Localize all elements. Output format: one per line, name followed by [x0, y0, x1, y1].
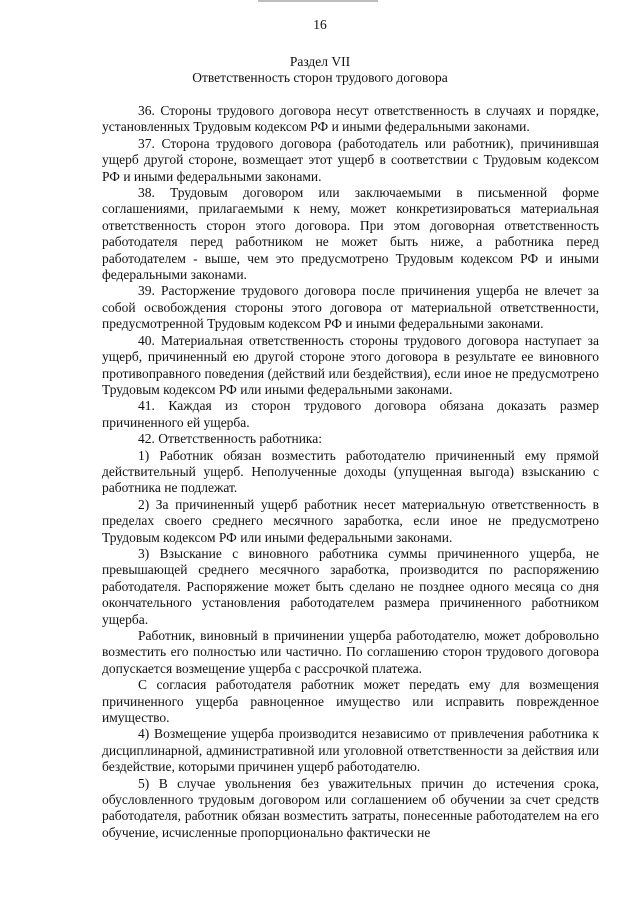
- scan-edge-mark: [258, 0, 378, 2]
- paragraph-39: 39. Расторжение трудового договора после причинения ущерба не влечет за собой освобождения стороны этого договора от материальной ответственности, предусмотренной Трудовым кодексом РФ и иными федеральными законами.: [102, 283, 599, 332]
- paragraph-42-item-2: 2) За причиненный ущерб работник несет материальную ответственность в пределах своего среднего месячного заработка, если иное не предусмотрено Трудовым кодексом РФ или иными федеральными законами.: [102, 496, 599, 545]
- paragraph-37: 37. Сторона трудового договора (работодатель или работник), причинившая ущерб другой стороне, возмещает этот ущерб в соответствии с Трудовым кодексом РФ и иными федеральными законами.: [102, 135, 599, 184]
- section-subtitle: Ответственность сторон трудового договора: [192, 70, 448, 85]
- paragraph-42: 42. Ответственность работника:: [138, 431, 323, 447]
- section-title: Раздел VII: [289, 54, 351, 69]
- paragraph-42-item-5: 5) В случае увольнения без уважительных причин до истечения срока, обусловленного трудовым договором или соглашением об обучении за счет средств работодателя, работник обязан возместить затраты, понесенные работодателем на его обучение, исчисленные пропорционально фактически не: [102, 775, 599, 840]
- paragraph-voluntary-compensation: Работник, виновный в причинении ущерба работодателю, может добровольно возместить его полностью или частично. По соглашению сторон трудового договора допускается возмещение ущерба с рассрочкой платежа.: [102, 628, 599, 676]
- document-body: [102, 103, 599, 841]
- paragraph-41: 41. Каждая из сторон трудового договора обязана доказать размер причиненного ей ущерба.: [102, 398, 599, 430]
- paragraph-property-transfer: С согласия работодателя работник может передать ему для возмещения причиненного ущерба равноценное имущество или исправить поврежденное имущество.: [102, 677, 599, 726]
- paragraph-42-item-1: 1) Работник обязан возместить работодателю причиненный ему прямой действительный ущерб. Неполученные доходы (упущенная выгода) взысканию с работника не подлежат.: [102, 447, 599, 496]
- paragraph-36: 36. Стороны трудового договора несут ответственность в случаях и порядке, установленных Трудовым кодексом РФ и иными федеральными законами.: [102, 103, 599, 135]
- paragraph-42-item-3: 3) Взыскание с виновного работника суммы причиненного ущерба, не превышающей среднего месячного заработка, производится по распоряжению работодателя. Распоряжение может быть сделано не позднее одного месяца со дня окончательного установления работодателем размера причиненного работником ущерба.: [102, 545, 599, 627]
- paragraph-42-item-4: 4) Возмещение ущерба производится независимо от привлечения работника к дисциплинарной, административной или уголовной ответственности за действия или бездействие, которыми причинен ущерб работодателю.: [102, 726, 599, 775]
- paragraph-40: 40. Материальная ответственность стороны трудового договора наступает за ущерб, причиненный ею другой стороне этого договора в результате ее виновного противоправного поведения (действий или бездействия), если иное не предусмотрено Трудовым кодексом РФ или иными федеральными законами.: [102, 332, 599, 397]
- paragraph-38: 38. Трудовым договором или заключаемыми в письменной форме соглашениями, прилагаемыми к нему, может конкретизироваться материальная ответственность сторон этого договора. При этом договорная ответственность работодателя перед работником не может быть ниже, а работника перед работодателем - выше, чем это предусмотрено Трудовым кодексом РФ и иными федеральными законами.: [102, 185, 599, 283]
- page-number: 16: [313, 17, 327, 32]
